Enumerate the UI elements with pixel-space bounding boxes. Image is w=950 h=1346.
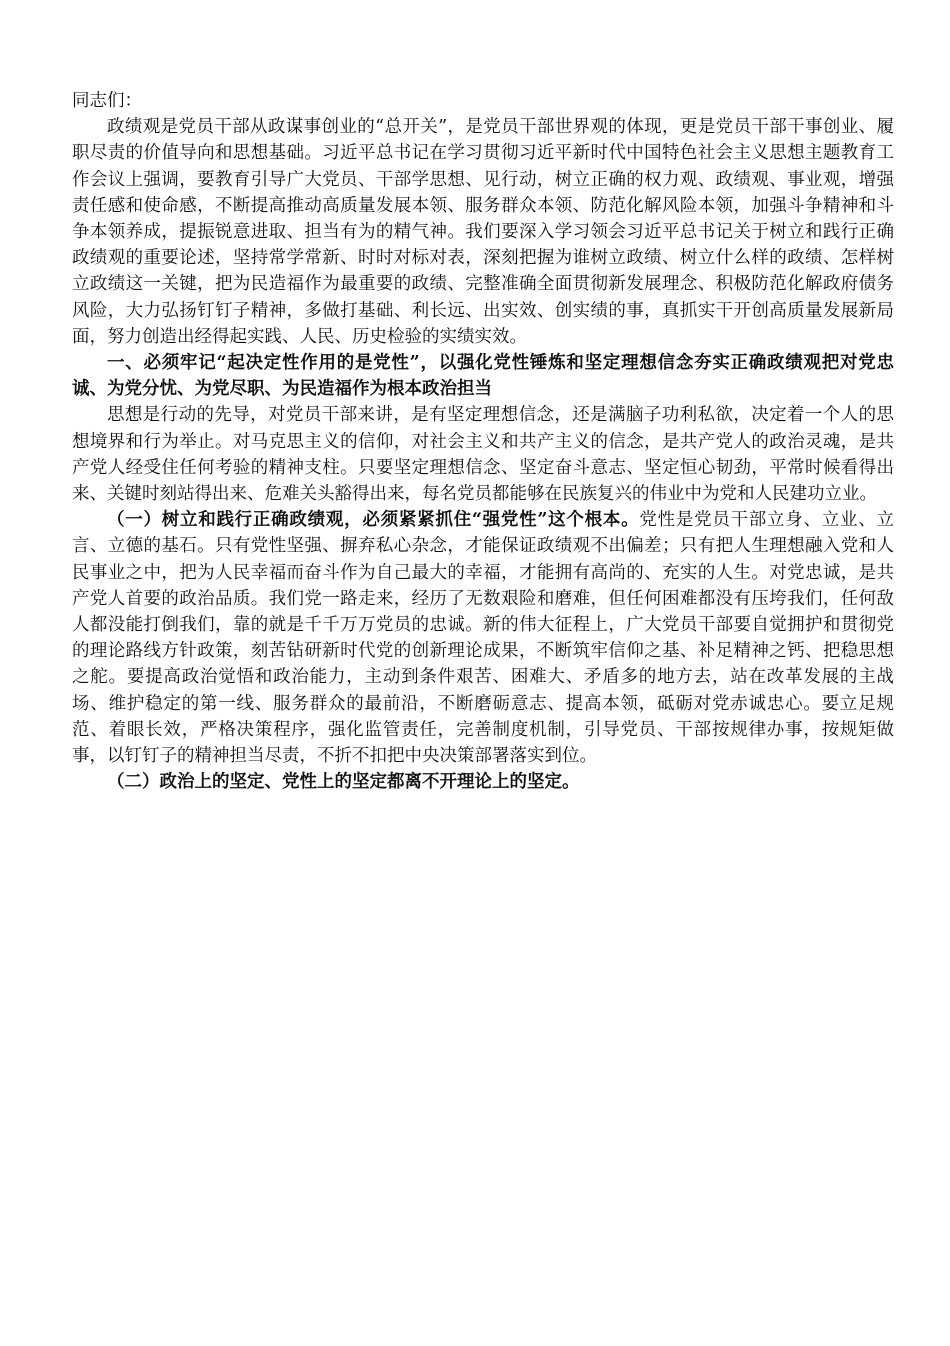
subsection-1-paragraph [72,507,894,769]
salutation: 同志们： [72,91,142,111]
section-1-paragraph: 思想是行动的先导，对党员干部来讲，是有坚定理想信念，还是满脑子功利私欲，决定着一个人的思想境界和行为举止。对马克思主义的信仰，对社会主义和共产主义的信念，是共产党人的政治灵魂，是共产党人经受住任何考验的精神支柱。只要坚定理想信念、坚定奋斗意志、坚定恒心韧劲，平常时候看得出来、关键时刻站得出来、危难关头豁得出来，每名党员都能够在民族复兴的伟业中为党和人民建功立业。 [72,405,894,505]
document-page [72,88,894,795]
intro-paragraph: 政绩观是党员干部从政谋事创业的“总开关”，是党员干部世界观的体现，更是党员干部干事创业、履职尽责的价值导向和思想基础。习近平总书记在学习贯彻习近平新时代中国特色社会主义思想主题教育工作会议上强调，要教育引导广大党员、干部学思想、见行动，树立正确的权力观、政绩观、事业观，增强责任感和使命感，不断提高推动高质量发展本领、服务群众本领、防范化解风险本领，加强斗争精神和斗争本领养成，提振锐意进取、担当有为的精气神。我们要深入学习领会习近平总书记关于树立和践行正确政绩观的重要论述，坚持常学常新、时时对标对表，深刻把握为谁树立政绩、树立什么样的政绩、怎样树立政绩这一关键，把为民造福作为最重要的政绩、完整准确全面贯彻新发展理念、积极防范化解政府债务风险，大力弘扬钉钉子精神，多做打基础、利长远、出实效、创实绩的事，真抓实干开创高质量发展新局面，努力创造出经得起实践、人民、历史检验的实绩实效。 [72,117,894,347]
subsection-1-heading: （一）树立和践行正确政绩观，必须紧紧抓住“强党性”这个根本。 [107,510,640,531]
subsection-1-body: 党性是党员干部立身、立业、立言、立德的基石。只有党性坚强、摒弃私心杂念，才能保证政绩观不出偏差；只有把人生理想融入党和人民事业之中，把为人民幸福而奋斗作为自己最大的幸福，才能拥有高尚的、充实的人生。对党忠诚，是共产党人首要的政治品质。我们党一路走来，经历了无数艰险和磨难，但任何困难都没有压垮我们，任何敌人都没能打倒我们，靠的就是千千万万党员的忠诚。新的伟大征程上，广大党员干部要自觉拥护和贯彻党的理论路线方针政策，刻苦钻研新时代党的创新理论成果，不断筑牢信仰之基、补足精神之钙、把稳思想之舵。要提高政治觉悟和政治能力，主动到条件艰苦、困难大、矛盾多的地方去，站在改革发展的主战场、维护稳定的第一线、服务群众的最前沿，不断磨砺意志、提高本领，砥砺对党赤诚忠心。要立足规范、着眼长效，严格决策程序，强化监管责任，完善制度机制，引导党员、干部按规律办事，按规矩做事，以钉钉子的精神担当尽责，不折不扣把中央决策部署落实到位。 [72,510,894,767]
section-1-heading: 一、必须牢记“起决定性作用的是党性”，以强化党性锤炼和坚定理想信念夯实正确政绩观把对党忠诚、为党分忧、为党尽职、为民造福作为根本政治担当 [72,353,894,400]
subsection-2-heading: （二）政治上的坚定、党性上的坚定都离不开理论上的坚定。 [107,772,580,793]
